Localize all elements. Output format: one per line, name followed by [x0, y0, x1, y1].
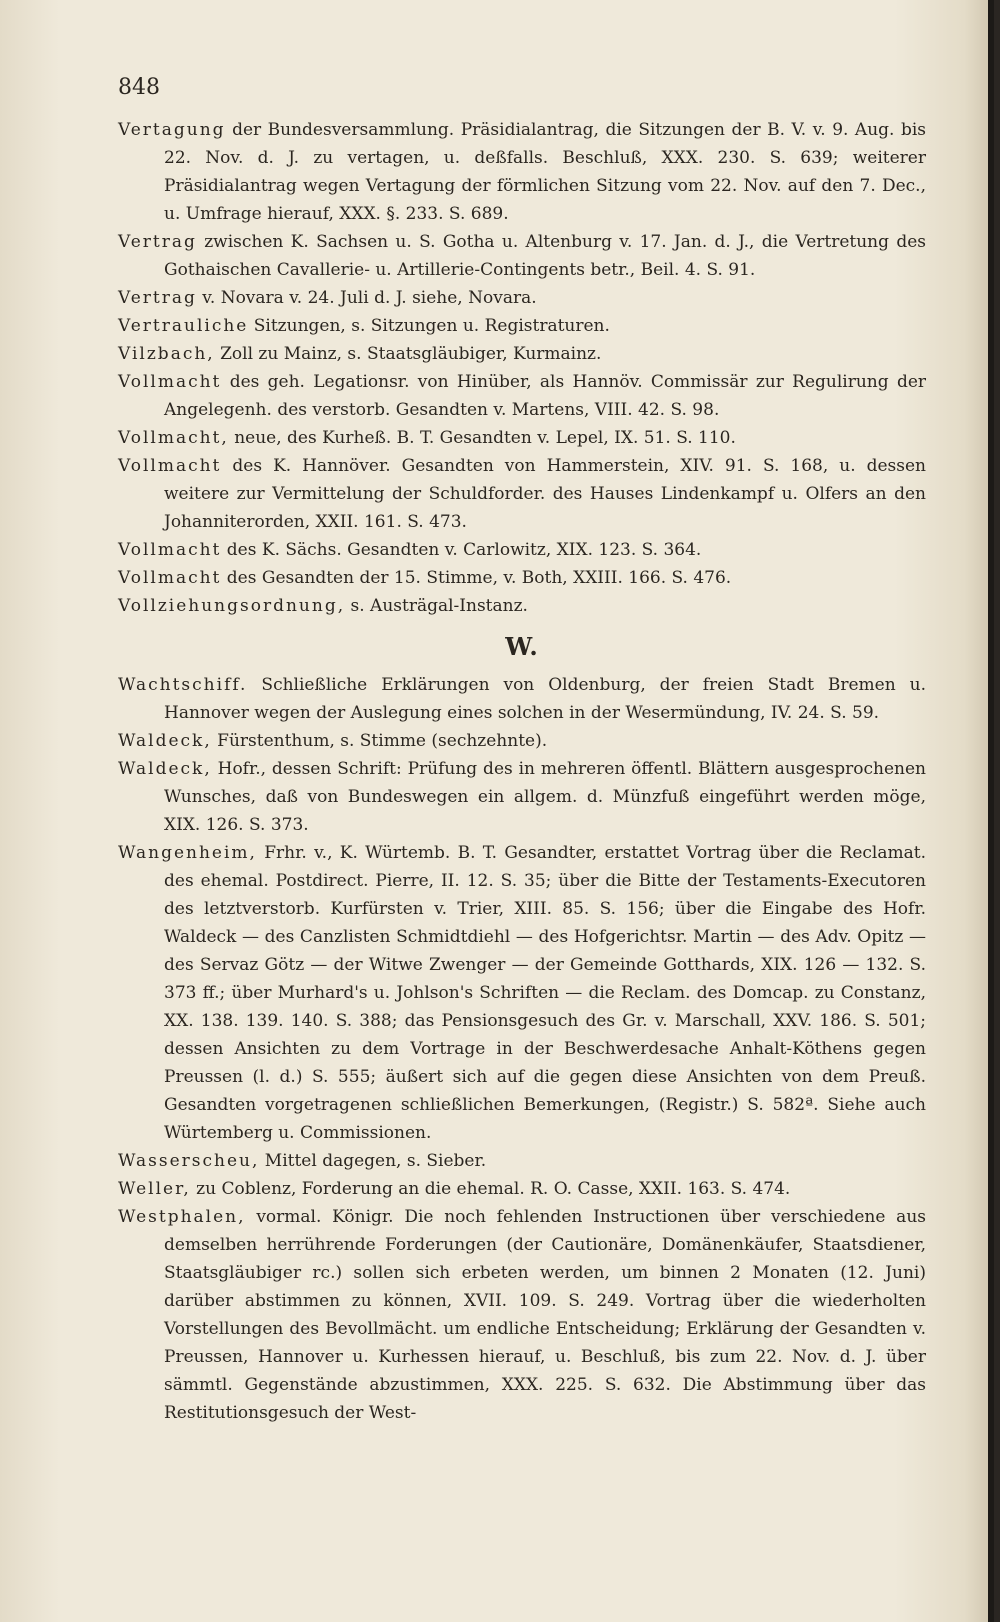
page-edge — [988, 0, 994, 1622]
entry-keyword: Vollmacht — [118, 372, 222, 392]
entry-keyword: Westphalen, — [118, 1207, 246, 1227]
entry-text: Zoll zu Mainz, s. Staatsgläubiger, Kurmainz. — [220, 344, 602, 364]
entry-keyword: Waldeck, — [118, 759, 212, 779]
entries-section-w — [118, 671, 926, 1427]
entry-text: des geh. Legationsr. von Hinüber, als Hannöv. Commissär zur Regulirung der Angelegenh. des verstorb. Gesandten v. Martens, VIII. 42. S. 98. — [164, 372, 927, 420]
index-entry — [118, 592, 926, 620]
entry-text: neue, des Kurheß. B. T. Gesandten v. Lepel, IX. 51. S. 110. — [234, 428, 736, 448]
index-entry — [118, 284, 926, 312]
entry-text: Mittel dagegen, s. Sieber. — [264, 1151, 487, 1171]
index-entry — [118, 424, 926, 452]
index-entry — [118, 1175, 926, 1203]
entry-text: zu Coblenz, Forderung an die ehemal. R. O. Casse, XXII. 163. S. 474. — [196, 1179, 791, 1199]
entry-keyword: Vertrag — [118, 288, 197, 308]
entry-keyword: Vollmacht — [118, 568, 222, 588]
entry-keyword: Waldeck, — [118, 731, 212, 751]
entry-keyword: Vollziehungsordnung, — [118, 596, 346, 616]
section-letter: W. — [505, 632, 539, 661]
index-entry — [118, 312, 926, 340]
index-entry — [118, 727, 926, 755]
entry-text: Frhr. v., K. Würtemb. B. T. Gesandter, erstattet Vortrag über die Reclamat. des ehemal. Postdirect. Pierre, II. 12. S. 35; über die Bitte der Testaments-Executoren des letztverstorb. Kurfürsten v. Trier, XIII. 85. S. 156; über die Eingabe des Hofr. Waldeck — des Canzlisten Schmidtdiehl — des Hofgerichtsr. Martin — des Adv. Opitz — des Servaz Götz — der Witwe Zwenger — der Gemeinde Gotthards, XIX. 126 — 132. S. 373 ff.; über Murhard's u. Johlson's Schriften — die Reclam. des Domcap. zu Constanz, XX. 138. 139. 140. S. 388; das Pensionsgesuch des Gr. v. Marschall, XXV. 186. S. 501; dessen Ansichten zu dem Vortrage in der Beschwerdesache Anhalt-Köthens gegen Preussen (l. d.) S. 555; äußert sich auf die gegen diese Ansichten von dem Preuß. Gesandten vorgetragenen schließlichen Bemerkungen, (Registr.) S. 582ª. Siehe auch Würtemberg u. Commissionen. — [164, 843, 926, 1143]
entry-text: zwischen K. Sachsen u. S. Gotha u. Altenburg v. 17. Jan. d. J., die Vertretung des Gothaischen Cavallerie- u. Artillerie-Contingents betr., Beil. 4. S. 91. — [164, 232, 926, 280]
entry-text: der Bundesversammlung. Präsidialantrag, die Sitzungen der B. V. v. 9. Aug. bis 22. Nov. d. J. zu vertagen, u. deßfalls. Beschluß, XXX. 230. S. 639; weiterer Präsidialantrag wegen Vertagung der förmlichen Sitzung vom 22. Nov. auf den 7. Dec., u. Umfrage hierauf, XXX. §. 233. S. 689. — [164, 120, 926, 224]
entry-text: Hofr., dessen Schrift: Prüfung des in mehreren öffentl. Blättern ausgesprochenen Wunsches, daß von Bundeswegen ein allgem. d. Münzfuß eingeführt werden möge, XIX. 126. S. 373. — [164, 759, 926, 835]
index-entry — [118, 671, 926, 727]
index-entry — [118, 755, 926, 839]
index-entry — [118, 228, 926, 284]
index-entries — [118, 116, 926, 1427]
entry-text: v. Novara v. 24. Juli d. J. siehe, Novara. — [202, 288, 537, 308]
entry-keyword: Vilzbach, — [118, 344, 215, 364]
entry-text: des K. Sächs. Gesandten v. Carlowitz, XIX. 123. S. 364. — [226, 540, 702, 560]
index-entry — [118, 368, 926, 424]
entry-text: s. Austrägal-Instanz. — [350, 596, 528, 616]
entry-keyword: Wangenheim, — [118, 843, 257, 863]
entry-keyword: Wasserscheu, — [118, 1151, 260, 1171]
page-number: 848 — [118, 75, 160, 100]
entry-text: des K. Hannöver. Gesandten von Hammerstein, XIV. 91. S. 168, u. dessen weitere zur Vermittelung der Schuldforder. des Hauses Lindenkampf u. Olfers an den Johanniterorden, XXII. 161. S. 473. — [164, 456, 927, 532]
index-entry — [118, 116, 926, 228]
index-entry — [118, 452, 926, 536]
entry-keyword: Wachtschiff. — [118, 675, 248, 695]
index-entry — [118, 564, 926, 592]
entry-keyword: Vertagung — [118, 120, 226, 140]
entry-keyword: Vollmacht — [118, 540, 222, 560]
entries-section-v — [118, 116, 926, 620]
entry-text: vormal. Königr. Die noch fehlenden Instructionen über verschiedene aus demselben herrührende Forderungen (der Cautionäre, Domänenkäufer, Staatsdiener, Staatsgläubiger rc.) sollen sich erbeten werden, um binnen 2 Monaten (12. Juni) darüber abstimmen zu können, XVII. 109. S. 249. Vortrag über die wiederholten Vorstellungen des Bevollmächt. um endliche Entscheidung; Erklärung der Gesandten v. Preussen, Hannover u. Kurhessen hierauf, u. Beschluß, bis zum 22. Nov. d. J. über sämmtl. Gegenstände abzustimmen, XXX. 225. S. 632. Die Abstimmung über das Restitutionsgesuch der West- — [164, 1207, 926, 1423]
index-entry — [118, 340, 926, 368]
index-entry — [118, 1203, 926, 1427]
entry-keyword: Vollmacht — [118, 456, 222, 476]
index-entry — [118, 1147, 926, 1175]
entry-text: des Gesandten der 15. Stimme, v. Both, XXIII. 166. S. 476. — [226, 568, 732, 588]
entry-keyword: Vollmacht, — [118, 428, 229, 448]
index-entry — [118, 839, 926, 1147]
entry-text: Schließliche Erklärungen von Oldenburg, der freien Stadt Bremen u. Hannover wegen der Auslegung eines solchen in der Wesermündung, IV. 24. S. 59. — [164, 675, 926, 723]
entry-text: Fürstenthum, s. Stimme (sechzehnte). — [217, 731, 548, 751]
entry-keyword: Weller, — [118, 1179, 191, 1199]
entry-keyword: Vertrag — [118, 232, 197, 252]
entry-text: Sitzungen, s. Sitzungen u. Registraturen. — [253, 316, 610, 336]
entry-keyword: Vertrauliche — [118, 316, 249, 336]
index-entry — [118, 536, 926, 564]
